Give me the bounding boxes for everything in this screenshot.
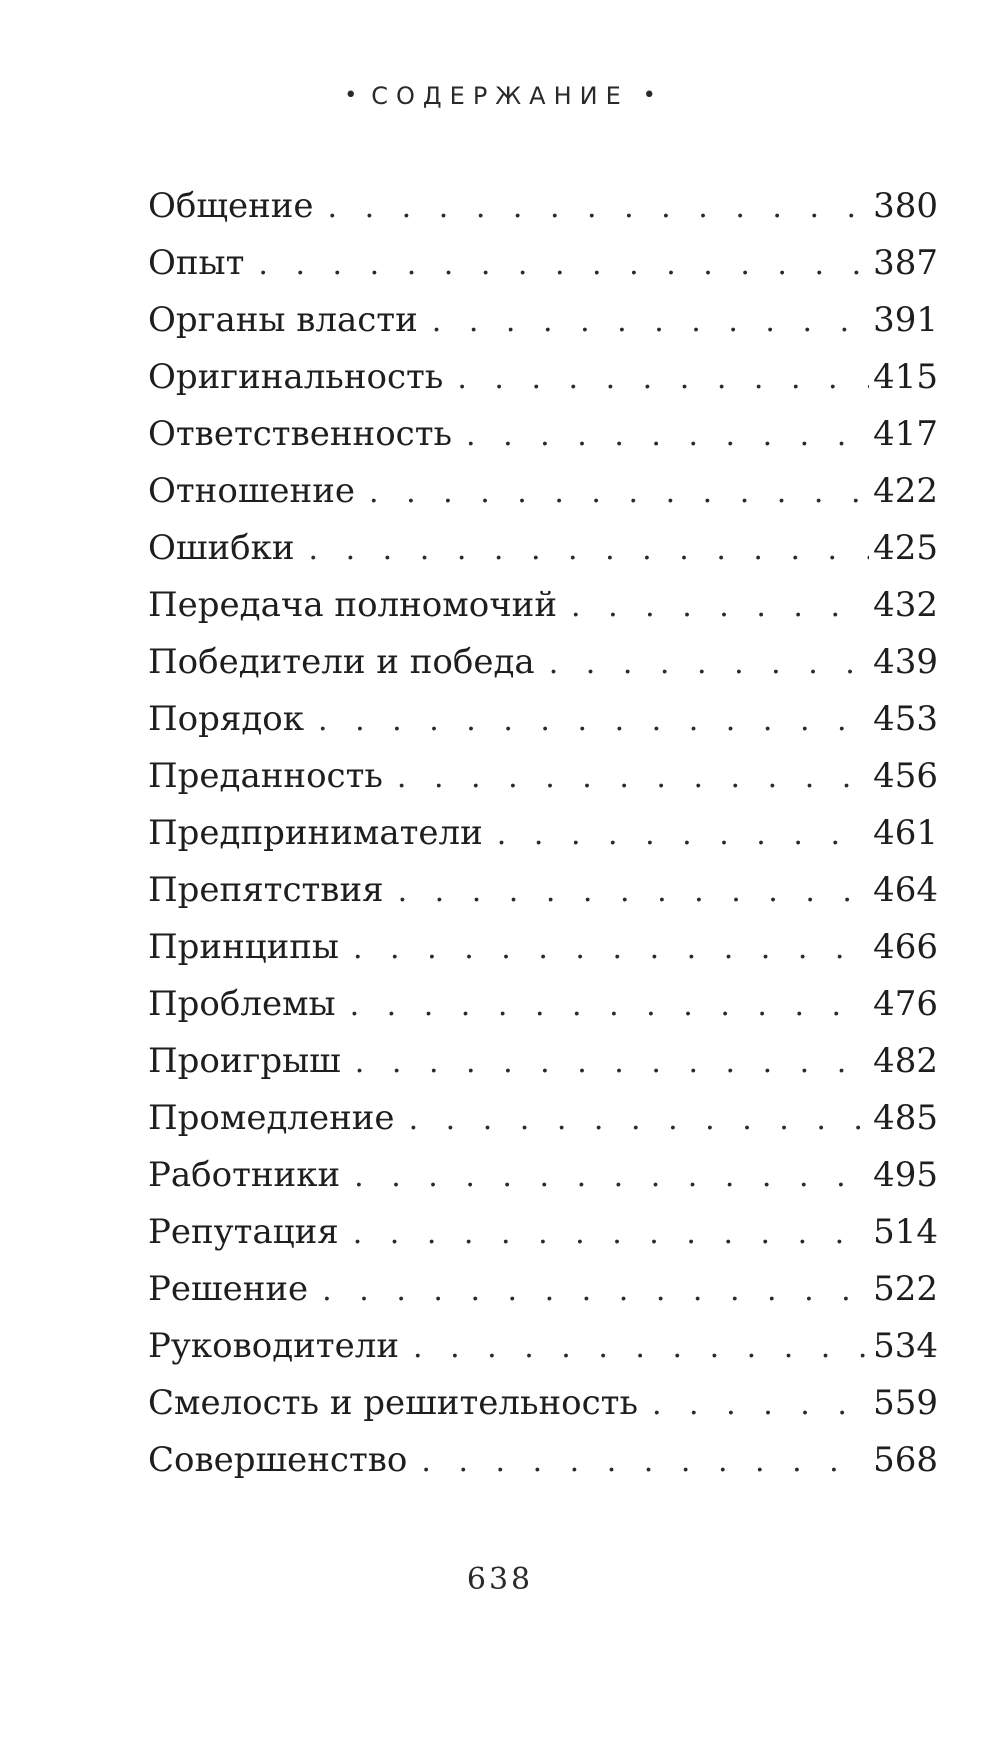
running-head-bullet-right: •	[642, 83, 656, 108]
dot-leader	[549, 635, 869, 692]
table-of-contents	[148, 178, 938, 1489]
dot-leader	[432, 293, 869, 350]
toc-entry[interactable]	[148, 1261, 938, 1318]
running-head	[0, 82, 1000, 110]
dot-leader	[457, 350, 869, 407]
running-head-title: СОДЕРЖАНИЕ	[371, 82, 629, 110]
toc-entry[interactable]	[148, 520, 938, 577]
toc-entry-page: 514	[873, 1212, 938, 1252]
toc-entry-title: Оригинальность	[148, 357, 444, 397]
toc-entry-title: Промедление	[148, 1098, 395, 1138]
toc-entry-page: 464	[873, 870, 938, 910]
dot-leader	[397, 749, 869, 806]
toc-entry-page: 495	[873, 1155, 938, 1195]
toc-entry-page: 417	[873, 414, 938, 454]
toc-entry[interactable]	[148, 748, 938, 805]
toc-entry[interactable]	[148, 919, 938, 976]
dot-leader	[322, 1262, 869, 1319]
toc-entry-title: Проигрыш	[148, 1041, 341, 1081]
toc-entry-title: Преданность	[148, 756, 383, 796]
dot-leader	[409, 1091, 870, 1148]
toc-entry-title: Передача полномочий	[148, 585, 557, 625]
toc-entry[interactable]	[148, 463, 938, 520]
toc-entry-page: 534	[873, 1326, 938, 1366]
toc-entry[interactable]	[148, 1090, 938, 1147]
toc-entry[interactable]	[148, 691, 938, 748]
toc-entry[interactable]	[148, 292, 938, 349]
toc-entry[interactable]	[148, 1375, 938, 1432]
toc-entry[interactable]	[148, 235, 938, 292]
toc-entry[interactable]	[148, 634, 938, 691]
dot-leader	[369, 464, 869, 521]
toc-entry-page: 432	[873, 585, 938, 625]
toc-entry-title: Репутация	[148, 1212, 339, 1252]
toc-entry-page: 482	[873, 1041, 938, 1081]
running-head-bullet-left: •	[344, 83, 358, 108]
toc-entry-page: 425	[873, 528, 938, 568]
toc-entry-title: Ошибки	[148, 528, 295, 568]
dot-leader	[258, 236, 869, 293]
dot-leader	[421, 1433, 869, 1490]
toc-entry[interactable]	[148, 1318, 938, 1375]
toc-entry-page: 461	[873, 813, 938, 853]
dot-leader	[354, 1148, 869, 1205]
toc-entry[interactable]	[148, 406, 938, 463]
toc-entry-title: Органы власти	[148, 300, 418, 340]
toc-entry-title: Опыт	[148, 243, 245, 283]
dot-leader	[309, 521, 870, 578]
toc-entry[interactable]	[148, 178, 938, 235]
toc-entry-title: Отношение	[148, 471, 355, 511]
toc-entry-page: 466	[873, 927, 938, 967]
toc-entry[interactable]	[148, 1033, 938, 1090]
toc-entry[interactable]	[148, 349, 938, 406]
toc-entry-title: Принципы	[148, 927, 339, 967]
toc-entry-page: 456	[873, 756, 938, 796]
toc-entry-title: Порядок	[148, 699, 304, 739]
dot-leader	[413, 1319, 869, 1376]
toc-entry-page: 476	[873, 984, 938, 1024]
dot-leader	[353, 920, 869, 977]
toc-entry-title: Победители и победа	[148, 642, 535, 682]
toc-entry-title: Работники	[148, 1155, 341, 1195]
toc-entry-page: 485	[873, 1098, 938, 1138]
dot-leader	[355, 1034, 869, 1091]
page-number: 638	[466, 1562, 534, 1597]
dot-leader	[466, 407, 869, 464]
dot-leader	[571, 578, 869, 635]
toc-entry-title: Смелость и решительность	[148, 1383, 638, 1423]
toc-entry[interactable]	[148, 577, 938, 634]
toc-entry-title: Ответственность	[148, 414, 453, 454]
toc-entry-page: 387	[873, 243, 938, 283]
toc-entry-title: Решение	[148, 1269, 309, 1309]
dot-leader	[350, 977, 870, 1034]
toc-entry[interactable]	[148, 862, 938, 919]
toc-entry-page: 422	[873, 471, 938, 511]
toc-entry[interactable]	[148, 805, 938, 862]
dot-leader	[652, 1376, 869, 1433]
toc-entry-page: 439	[873, 642, 938, 682]
toc-entry-page: 415	[873, 357, 938, 397]
dot-leader	[398, 863, 870, 920]
toc-entry-page: 568	[873, 1440, 938, 1480]
toc-entry-title: Проблемы	[148, 984, 336, 1024]
toc-entry-page: 380	[873, 186, 938, 226]
toc-entry-title: Препятствия	[148, 870, 384, 910]
toc-entry-title: Совершенство	[148, 1440, 408, 1480]
toc-entry[interactable]	[148, 1432, 938, 1489]
dot-leader	[353, 1205, 869, 1262]
toc-entry-title: Предприниматели	[148, 813, 483, 853]
dot-leader	[318, 692, 869, 749]
toc-entry-page: 522	[873, 1269, 938, 1309]
toc-entry[interactable]	[148, 1147, 938, 1204]
toc-entry-page: 559	[873, 1383, 938, 1423]
dot-leader	[328, 179, 870, 236]
dot-leader	[497, 806, 869, 863]
toc-entry-page: 453	[873, 699, 938, 739]
toc-entry-title: Руководители	[148, 1326, 399, 1366]
toc-entry-title: Общение	[148, 186, 314, 226]
toc-entry[interactable]	[148, 1204, 938, 1261]
toc-entry[interactable]	[148, 976, 938, 1033]
toc-entry-page: 391	[873, 300, 938, 340]
